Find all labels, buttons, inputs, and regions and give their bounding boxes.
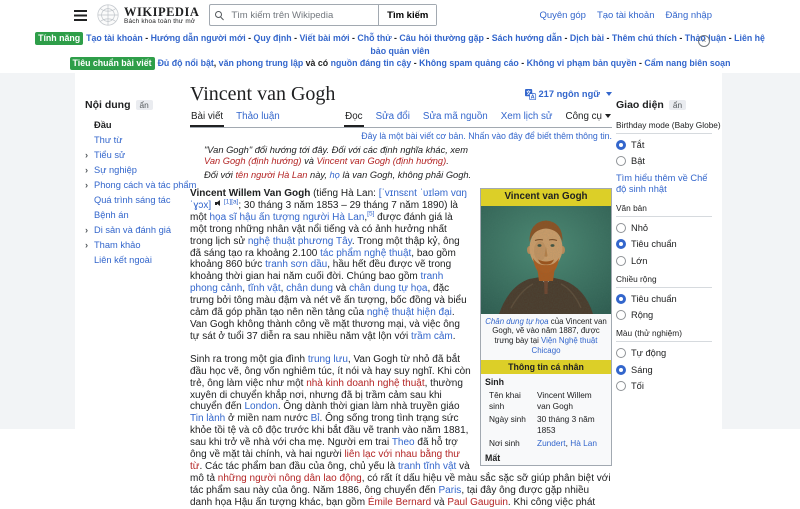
toc-item[interactable] bbox=[85, 135, 183, 146]
infobox-title: Vincent van Gogh bbox=[481, 189, 611, 206]
wikipedia-globe-icon bbox=[97, 4, 119, 26]
inline-link[interactable]: tranh sơn dầu bbox=[265, 259, 328, 271]
text-run: và mô tả bbox=[190, 460, 473, 484]
toc-item[interactable] bbox=[85, 210, 183, 221]
inline-link[interactable]: Vincent van Gogh (định hướng) bbox=[316, 156, 447, 166]
toc-item-label: Đầu bbox=[94, 119, 112, 130]
inline-link[interactable]: Liên hệ bảo quản viên bbox=[370, 33, 768, 56]
inline-link[interactable]: Chỗ thử bbox=[357, 33, 392, 43]
infobox bbox=[480, 188, 612, 466]
text-run: - bbox=[636, 58, 645, 68]
tab-doc[interactable] bbox=[344, 109, 363, 127]
text-run: , bbox=[364, 211, 368, 223]
text-run: và bbox=[301, 156, 317, 166]
hatnote-naming bbox=[190, 170, 482, 182]
appearance-section bbox=[616, 328, 712, 391]
inline-link[interactable]: Chân dung tự họa bbox=[485, 316, 549, 326]
infobox-row-value bbox=[533, 438, 607, 449]
article bbox=[183, 73, 614, 508]
radio-option[interactable] bbox=[616, 256, 712, 266]
radio-icon[interactable] bbox=[616, 381, 626, 391]
inline-link[interactable]: trung lưu bbox=[307, 353, 348, 365]
text-run: - bbox=[245, 33, 254, 43]
text-run: . Khi công việc phát bbox=[507, 496, 596, 508]
toc-item[interactable] bbox=[85, 240, 183, 251]
svg-text:A: A bbox=[530, 94, 535, 101]
chevron-right-icon[interactable] bbox=[85, 180, 92, 191]
inline-link[interactable]: Paris bbox=[438, 484, 462, 496]
radio-label: Bật bbox=[631, 156, 645, 166]
appearance-section-title: Birthday mode (Baby Globe) bbox=[616, 120, 712, 134]
text-run: , bbox=[565, 438, 571, 449]
audio-speaker-icon[interactable] bbox=[215, 200, 223, 208]
inline-link[interactable]: văn phong trung lập bbox=[218, 58, 304, 68]
appearance-sidebar bbox=[612, 73, 722, 429]
radio-option[interactable] bbox=[616, 365, 712, 375]
text-run: 30 tháng 3 năm 1853 bbox=[537, 414, 597, 435]
inline-link[interactable]: chân dung bbox=[286, 283, 333, 295]
table-of-contents bbox=[75, 73, 197, 429]
text-run: . bbox=[452, 330, 456, 342]
inline-link[interactable]: Thảo luận bbox=[684, 33, 727, 43]
text-run: . Các tác phẩm ban đầu của ông, chủ yếu là bbox=[199, 460, 398, 472]
search-button[interactable]: Tìm kiếm bbox=[378, 5, 436, 25]
banner-line-features bbox=[30, 32, 770, 57]
radio-icon[interactable] bbox=[616, 156, 626, 166]
tab-thao-luan[interactable] bbox=[235, 109, 281, 125]
header-link[interactable]: Đăng nhập bbox=[665, 9, 712, 21]
text-run: Sinh ra trong một gia đình bbox=[190, 353, 308, 365]
text-run: , bao gồm khoảng 860 bức bbox=[190, 247, 459, 271]
hatnote-redirect bbox=[190, 145, 482, 168]
toc-item-label: Di sản và đánh giá bbox=[94, 224, 172, 235]
inline-link[interactable]: Hướng dẫn người mới bbox=[150, 33, 246, 43]
text-run: , bbox=[242, 283, 248, 295]
toc-item-label: Liên kết ngoài bbox=[94, 254, 152, 265]
appearance-section-title: Chiều rộng bbox=[616, 274, 712, 288]
infobox-rows bbox=[481, 374, 611, 465]
infobox-section-title: Sinh bbox=[485, 377, 505, 388]
inline-link[interactable]: Bỉ bbox=[310, 413, 320, 425]
infobox-section-title: Mất bbox=[485, 453, 501, 464]
tab-sua-ma-nguon[interactable] bbox=[422, 109, 489, 125]
text-run: - bbox=[411, 58, 420, 68]
infobox-row bbox=[481, 389, 611, 413]
radio-option[interactable] bbox=[616, 140, 712, 150]
text-run: ; 30 tháng 3 năm 1853 – 29 tháng 7 năm 1890) là một bbox=[190, 199, 461, 223]
article-body bbox=[190, 188, 612, 509]
infobox-personal-header: Thông tin cá nhân bbox=[481, 360, 611, 375]
features-badge[interactable]: Tính năng bbox=[35, 32, 83, 45]
text-run: , thường xuyên di chuyển khắp nơi, nhưng đã bị trầm cảm sau khi chuyển đến bbox=[190, 377, 466, 413]
appearance-section-title: Màu (thử nghiệm) bbox=[616, 328, 712, 342]
appearance-sections bbox=[616, 119, 721, 392]
toc-list bbox=[85, 119, 197, 266]
text-run: , Van Gogh từ nhỏ đã bắt đầu học vẽ, ông vốn nghiêm túc, ít nói và hay suy nghĩ. Khi còn trẻ, ông làm việc như một bbox=[190, 353, 474, 389]
text-run: và có bbox=[303, 58, 331, 68]
header-link[interactable]: Tạo tài khoản bbox=[596, 9, 655, 21]
toc-item[interactable] bbox=[85, 165, 183, 176]
radio-label: Sáng bbox=[631, 364, 653, 375]
text-run: được đánh giá là một trong những nhân vật nổi tiếng và có ảnh hưởng nhất trong lịch sử bbox=[190, 211, 456, 247]
article-quality-notice[interactable]: Đây là một bài viết cơ bản. Nhấn vào đây để biết thêm thông tin. bbox=[361, 130, 612, 141]
radio-icon[interactable] bbox=[616, 239, 626, 249]
text-run: , tại đây ông được gặp nhiều danh họa Hậu ấn tượng khác, bạn gồm bbox=[190, 484, 592, 508]
chevron-right-icon[interactable] bbox=[85, 240, 92, 251]
radio-label: Tự động bbox=[631, 348, 667, 358]
toc-item-label: Thư từ bbox=[94, 134, 123, 145]
tab-label: Sửa đổi bbox=[375, 110, 410, 122]
toc-title: Nội dung bbox=[85, 98, 131, 111]
text-run: là van Gogh, không phải Gogh. bbox=[339, 169, 472, 180]
tab-label: Đọc bbox=[345, 110, 363, 122]
tab-bai-viet[interactable] bbox=[190, 109, 224, 127]
inline-link[interactable]: Viện Nghệ thuật Chicago bbox=[531, 336, 600, 355]
toc-item-label: Phong cách và tác phẩm bbox=[94, 179, 197, 190]
text-run: - bbox=[349, 33, 358, 43]
radio-option[interactable] bbox=[616, 381, 712, 391]
tab-label: Công cụ bbox=[565, 110, 602, 122]
infobox-row-value bbox=[533, 414, 607, 435]
tab-label: Bài viết bbox=[191, 110, 224, 122]
text-run: - bbox=[291, 33, 300, 43]
infobox-row-label: Ngày sinh bbox=[489, 414, 526, 425]
standards-badge[interactable]: Tiêu chuẩn bài viết bbox=[70, 57, 155, 70]
radio-label: Tối bbox=[631, 381, 644, 391]
left-gutter bbox=[0, 73, 75, 429]
text-run: - bbox=[483, 33, 492, 43]
text-run: (tiếng Hà Lan: bbox=[310, 188, 379, 199]
text-run: đã hỗ trợ ông về mặt tài chính, và hai người bbox=[190, 437, 461, 461]
site-notice-banner bbox=[0, 30, 800, 73]
text-run: và bbox=[431, 496, 448, 508]
infobox-row-label: Tên khai sinh bbox=[489, 390, 521, 411]
chevron-right-icon bbox=[85, 120, 92, 131]
text-run: , đặc trưng bởi tông màu đậm và nét vẽ ấn tượng, bốc đồng và biểu cảm đã góp phần tạo nên nền tảng của bbox=[190, 283, 470, 319]
text-run: . Trong một thập kỷ, ông đã sáng tạo ra khoảng 2.100 bbox=[190, 235, 463, 259]
chevron-right-icon bbox=[85, 255, 92, 266]
radio-icon[interactable] bbox=[616, 294, 626, 304]
toc-item-label: Tham khảo bbox=[94, 239, 141, 250]
inline-link[interactable]: họa sĩ hậu ấn tượng người Hà Lan bbox=[209, 211, 365, 223]
text-run: - bbox=[726, 33, 735, 43]
inline-link[interactable]: Zundert bbox=[537, 438, 566, 449]
text-run: , bbox=[213, 58, 219, 68]
text-run: - bbox=[518, 58, 527, 68]
inline-link[interactable]: nghệ thuật phương Tây bbox=[247, 235, 352, 247]
chevron-right-icon[interactable] bbox=[85, 165, 92, 176]
radio-option[interactable] bbox=[616, 310, 712, 320]
radio-option[interactable] bbox=[616, 348, 712, 358]
features-links bbox=[86, 33, 767, 56]
inline-link[interactable]: Sách hướng dẫn bbox=[491, 33, 563, 43]
inline-link[interactable]: Câu hỏi thường gặp bbox=[399, 33, 484, 43]
close-banner-icon[interactable] bbox=[698, 35, 710, 47]
toc-item[interactable] bbox=[85, 225, 183, 236]
inline-link[interactable]: tĩnh vật bbox=[247, 283, 281, 295]
text-run: ở miền nam nước bbox=[225, 413, 311, 425]
text-run: - bbox=[562, 33, 570, 43]
inline-link[interactable]: những người nông dân lao động bbox=[217, 472, 362, 484]
appearance-section bbox=[616, 203, 712, 266]
appearance-hide-button[interactable]: ẩn bbox=[669, 100, 686, 110]
wikipedia-logo[interactable] bbox=[97, 4, 199, 26]
chevron-down-icon bbox=[605, 114, 611, 118]
toc-item-label: Bệnh án bbox=[94, 209, 129, 220]
radio-icon[interactable] bbox=[616, 348, 626, 358]
toc-item-label: Tiểu sử bbox=[94, 149, 126, 160]
tab-sua-doi[interactable] bbox=[375, 109, 411, 125]
content-panel bbox=[75, 73, 722, 508]
language-selector[interactable] bbox=[525, 89, 612, 100]
text-run: . Van Gogh không thành công về mặt thương mại, và việc ông tự sát ở tuổi 37 diễn ra sau nhiều năm vật lộn với bbox=[190, 307, 463, 342]
inline-link[interactable]: tác phẩm nghệ thuật bbox=[320, 247, 412, 259]
text-run: , có rất ít dấu hiệu về màu sắc sặc sỡ giúp phân biệt với tác phẩm sau này của ông. Năm 1886, ông chuyển đến bbox=[190, 472, 614, 496]
tab-xem-lich-su[interactable] bbox=[500, 109, 554, 125]
radio-icon[interactable] bbox=[616, 256, 626, 266]
text-run: , hầu hết đều được vẽ trong khoảng thời gian hai năm cuối đời. Chúng bao gồm bbox=[190, 259, 454, 283]
text-run: - bbox=[676, 33, 685, 43]
search-input[interactable] bbox=[229, 9, 378, 22]
inline-link[interactable]: chân dung tự họa bbox=[349, 283, 428, 295]
radio-option[interactable] bbox=[616, 156, 712, 166]
appearance-section-title: Văn bản bbox=[616, 203, 712, 217]
inline-link[interactable]: [1][a] bbox=[223, 198, 239, 206]
radio-option[interactable] bbox=[616, 223, 712, 233]
radio-label: Tiêu chuẩn bbox=[631, 239, 677, 249]
inline-link[interactable]: Van Gogh (định hướng) bbox=[204, 156, 302, 166]
inline-link[interactable]: Theo bbox=[391, 437, 415, 449]
inline-link[interactable]: Paul Gauguin bbox=[447, 496, 508, 508]
radio-icon[interactable] bbox=[616, 223, 626, 233]
inline-link[interactable]: Quy định bbox=[253, 33, 292, 43]
radio-icon[interactable] bbox=[616, 140, 626, 150]
text-run: này, bbox=[307, 169, 330, 180]
inline-link[interactable]: liên lạc với nhau bằng thư từ bbox=[190, 449, 463, 472]
appearance-section bbox=[616, 119, 721, 195]
radio-icon[interactable] bbox=[616, 365, 626, 375]
inline-link[interactable]: Hà Lan bbox=[570, 438, 597, 449]
header-link[interactable]: Quyên góp bbox=[539, 9, 586, 21]
inline-link[interactable]: Viết bài mới bbox=[299, 33, 350, 43]
logo-wordmark: WIKIPEDIA bbox=[124, 4, 200, 19]
text-run: - bbox=[142, 33, 151, 43]
user-links bbox=[539, 10, 712, 21]
toc-item[interactable] bbox=[85, 195, 183, 206]
infobox-row bbox=[481, 437, 611, 451]
standards-links bbox=[158, 58, 731, 68]
appearance-section bbox=[616, 274, 712, 321]
radio-label: Tiêu chuẩn bbox=[631, 293, 677, 304]
text-run: Vincent Willem Van Gogh bbox=[190, 188, 311, 199]
banner-line-standards bbox=[30, 57, 770, 70]
radio-option[interactable] bbox=[616, 294, 712, 304]
toc-item[interactable] bbox=[85, 179, 197, 191]
radio-label: Tắt bbox=[631, 139, 645, 150]
tab-cong-cu[interactable] bbox=[565, 109, 613, 125]
language-count-label: 217 ngôn ngữ bbox=[538, 89, 600, 99]
inline-link[interactable]: Không vi phạm bản quyền bbox=[526, 58, 637, 68]
page-title: Vincent van Gogh bbox=[190, 82, 336, 105]
radio-label: Rộng bbox=[631, 310, 654, 320]
text-run: - bbox=[391, 33, 400, 43]
inline-link[interactable]: Cẩm nang biên soạn bbox=[644, 58, 731, 68]
text-run: . Ông sống trong tình trạng sức khỏe tồi tệ và cô độc trước khi bắt đầu vẽ tranh vào năm 1881, sau khi trở về nhà với cha mẹ. Người em trai bbox=[190, 413, 472, 449]
toc-item[interactable] bbox=[85, 150, 183, 161]
text-run: Đối với bbox=[204, 169, 236, 180]
appearance-title: Giao diện bbox=[616, 98, 664, 111]
toc-item[interactable] bbox=[85, 255, 183, 266]
radio-label: Lớn bbox=[631, 255, 648, 266]
text-run: và bbox=[332, 283, 350, 295]
toc-item[interactable] bbox=[85, 120, 183, 131]
inline-link[interactable]: [5] bbox=[367, 210, 375, 218]
inline-link[interactable]: họ bbox=[329, 169, 340, 180]
inline-link[interactable]: Đủ độ nổi bật bbox=[157, 58, 214, 68]
inline-link[interactable]: nguồn đáng tin cậy bbox=[330, 58, 412, 68]
inline-link[interactable]: Dịch bài bbox=[569, 33, 605, 43]
toc-item-label: Sự nghiệp bbox=[94, 164, 137, 175]
chevron-right-icon[interactable] bbox=[85, 150, 92, 161]
content-area bbox=[0, 73, 800, 508]
top-header bbox=[0, 0, 800, 30]
radio-option[interactable] bbox=[616, 239, 712, 249]
inline-link[interactable]: tên người Hà Lan bbox=[235, 169, 308, 180]
radio-icon[interactable] bbox=[616, 310, 626, 320]
chevron-right-icon[interactable] bbox=[85, 225, 92, 236]
inline-link[interactable]: London bbox=[244, 401, 278, 413]
search-box bbox=[209, 4, 437, 26]
text-run: "Van Gogh" đổi hướng tới đây. Đối với các định nghĩa khác, xem bbox=[204, 144, 471, 155]
chevron-right-icon bbox=[85, 210, 92, 221]
toc-hide-button[interactable]: ẩn bbox=[136, 100, 153, 110]
inline-link[interactable]: Tin lành bbox=[190, 413, 226, 425]
infobox-row-label: Nơi sinh bbox=[489, 438, 520, 449]
text-run: của Vincent van Gogh, vẽ vào năm 1887, được trưng bày tại bbox=[492, 316, 609, 346]
text-run bbox=[211, 200, 214, 211]
infobox-caption bbox=[481, 314, 611, 360]
logo-tagline: Bách khoa toàn thư mở bbox=[124, 17, 196, 25]
toc-item-label: Quá trình sáng tác bbox=[94, 194, 171, 205]
chevron-right-icon bbox=[85, 135, 92, 146]
text-run: , bbox=[280, 283, 287, 295]
inline-link[interactable]: tranh tĩnh vật bbox=[397, 460, 457, 472]
hamburger-menu-icon[interactable] bbox=[74, 10, 87, 21]
text-run: - bbox=[604, 33, 612, 43]
inline-link[interactable]: nghệ thuật hiện đại bbox=[366, 307, 452, 319]
inline-link[interactable]: tranh phong cảnh bbox=[190, 271, 447, 295]
tab-label: Thảo luận bbox=[236, 110, 280, 122]
inline-link[interactable]: Thêm chú thích bbox=[611, 33, 677, 43]
tab-label: Xem lịch sử bbox=[500, 110, 553, 122]
inline-link[interactable]: [ˈvɪnsɛnt ˈʋɪləm vɑŋ ˈɣɔx] bbox=[190, 188, 470, 211]
text-run: Vincent Willem van Gogh bbox=[537, 390, 595, 411]
text-run: . Ông dành thời gian làm nhà truyền giáo bbox=[277, 401, 463, 413]
inline-link[interactable]: nhà kinh doanh nghệ thuật bbox=[306, 377, 425, 389]
article-tabs bbox=[190, 109, 612, 128]
right-gutter bbox=[722, 73, 800, 429]
infobox-row-value bbox=[533, 390, 607, 411]
self-portrait-image[interactable] bbox=[481, 206, 611, 314]
infobox-row bbox=[481, 413, 611, 437]
inline-link[interactable]: trầm cảm bbox=[411, 330, 453, 342]
tab-label: Sửa mã nguồn bbox=[422, 110, 488, 122]
search-icon bbox=[215, 11, 224, 20]
languages-icon bbox=[525, 89, 536, 100]
radio-label: Nhỏ bbox=[631, 222, 649, 233]
inline-link[interactable]: Không spam quảng cáo bbox=[419, 58, 519, 68]
text-run: . bbox=[446, 156, 449, 166]
chevron-right-icon bbox=[85, 195, 92, 206]
inline-link[interactable]: Tạo tài khoản bbox=[86, 33, 143, 43]
inline-link[interactable]: Émile Bernard bbox=[367, 496, 432, 508]
appearance-learn-more-link[interactable]: Tìm hiểu thêm về Chế độ sinh nhật bbox=[616, 172, 708, 194]
